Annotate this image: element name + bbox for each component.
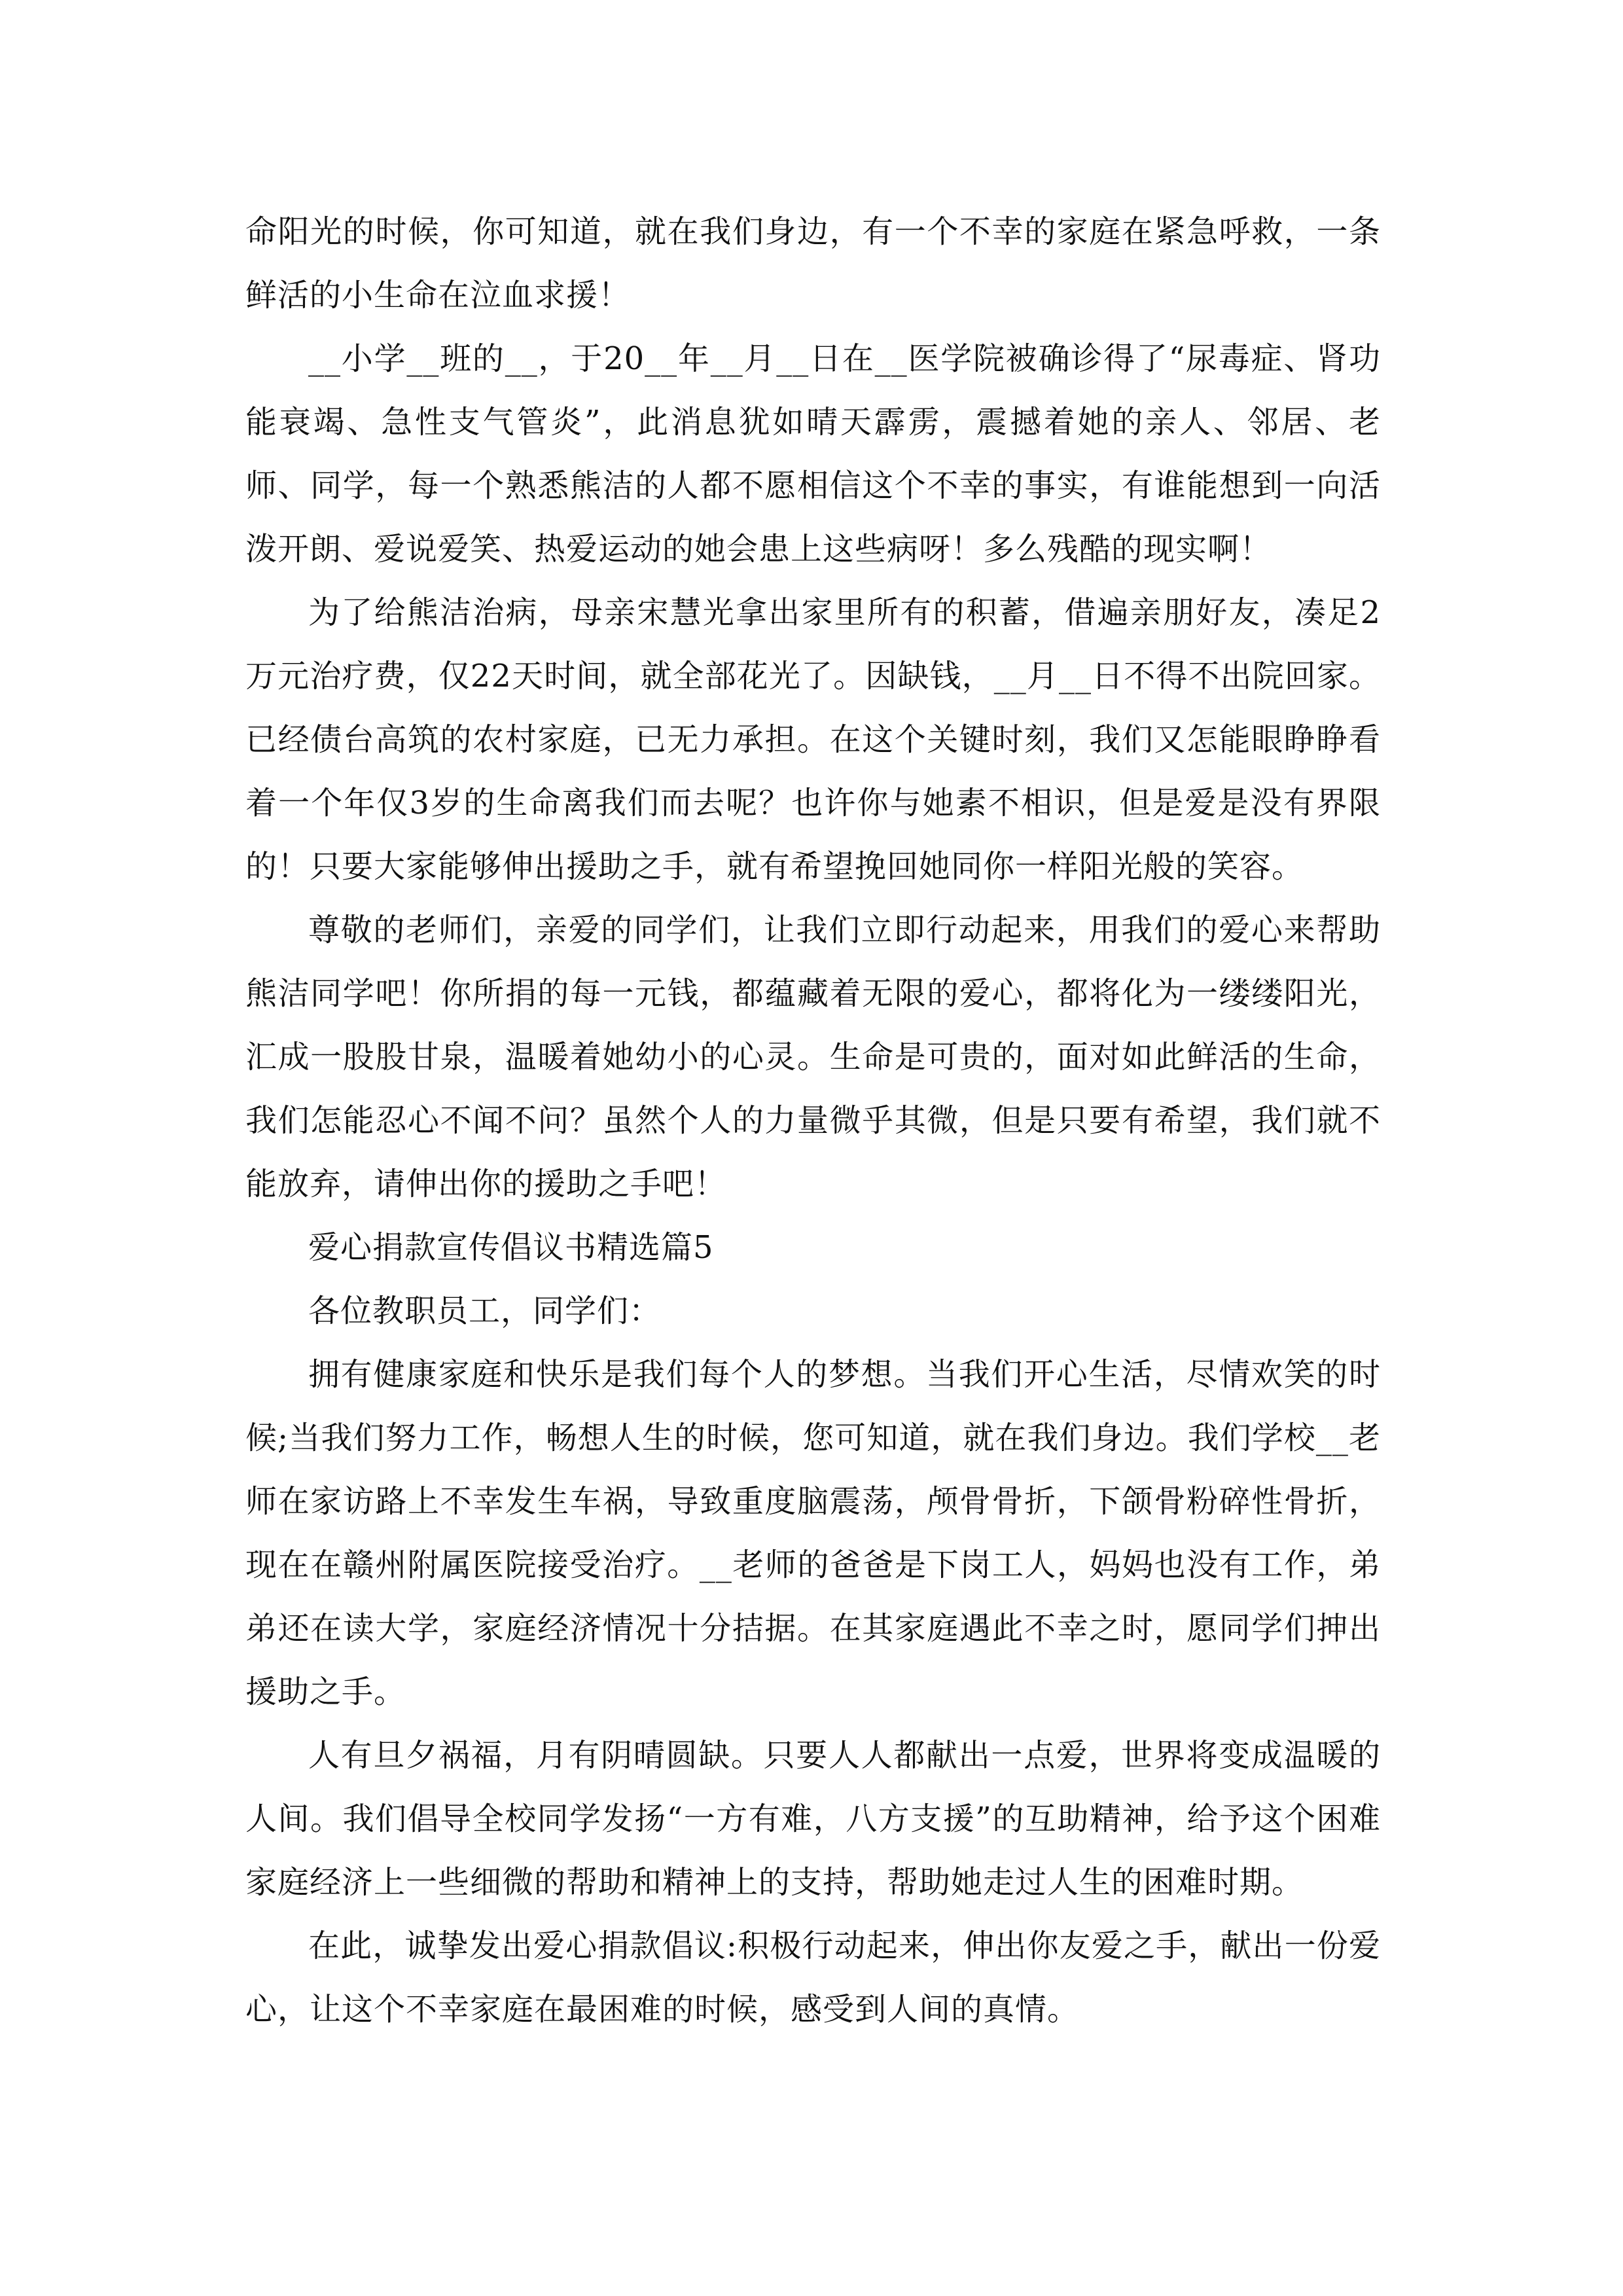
paragraph-treatment-cost: 为了给熊洁治病，母亲宋慧光拿出家里所有的积蓄，借遍亲朋好友，凑足2万元治疗费，仅22天时间，就全部花光了。因缺钱，__月__日不得不出院回家。已经债台高筑的农村家庭，已无力承担。在这个关键时刻，我们又怎能眼睁睁看着一个年仅3岁的生命离我们而去呢？也许你与她素不相识，但是爱是没有界限的！只要大家能够伸出援助之手，就有希望挽回她同你一样阳光般的笑容。 (245, 594, 1381, 885)
paragraph-proposal: 在此，诚挚发出爱心捐款倡议:积极行动起来，伸出你友爱之手，献出一份爱心，让这个不幸家庭在最困难的时候，感受到人间的真情。 (245, 1928, 1381, 2028)
paragraph-mutual-aid: 人有旦夕祸福，月有阴晴圆缺。只要人人都献出一点爱，世界将变成温暖的人间。我们倡导全校同学发扬“一方有难，八方支援”的互助精神，给予这个困难家庭经济上一些细微的帮助和精神上的支持，帮助她走过人生的困难时期。 (245, 1737, 1381, 1901)
paragraph-diagnosis: __小学__班的__，于20__年__月__日在__医学院被确诊得了“尿毒症、肾功能衰竭、急性支气管炎”，此消息犹如晴天霹雳，震撼着她的亲人、邻居、老师、同学，每一个熟悉熊洁的人都不愿相信这个不幸的事实，有谁能想到一向活泼开朗、爱说爱笑、热爱运动的她会患上这些病呀！多么残酷的现实啊！ (245, 340, 1381, 567)
paragraph-teacher-accident: 拥有健康家庭和快乐是我们每个人的梦想。当我们开心生活，尽情欢笑的时候;当我们努力工作，畅想人生的时候，您可知道，就在我们身边。我们学校__老师在家访路上不幸发生车祸，导致重度脑震荡，颅骨骨折，下颌骨粉碎性骨折，现在在赣州附属医院接受治疗。__老师的爸爸是下岗工人，妈妈也没有工作，弟弟还在读大学，家庭经济情况十分拮据。在其家庭遇此不幸之时，愿同学们抻出援助之手。 (245, 1356, 1381, 1710)
paragraph-appeal: 尊敬的老师们，亲爱的同学们，让我们立即行动起来，用我们的爱心来帮助熊洁同学吧！你所捐的每一元钱，都蕴藏着无限的爱心，都将化为一缕缕阳光，汇成一股股甘泉，温暖着她幼小的心灵。生命是可贵的，面对如此鲜活的生命，我们怎能忍心不闻不问？虽然个人的力量微乎其微，但是只要有希望，我们就不能放弃，请伸出你的援助之手吧！ (245, 912, 1381, 1202)
document-body (245, 200, 1381, 2041)
paragraph-continuation: 命阳光的时候，你可知道，就在我们身边，有一个不幸的家庭在紧急呼救，一条鲜活的小生命在泣血求援！ (245, 213, 1381, 314)
salutation: 各位教职员工，同学们： (308, 1293, 662, 1329)
section-heading: 爱心捐款宣传倡议书精选篇5 (308, 1229, 714, 1266)
